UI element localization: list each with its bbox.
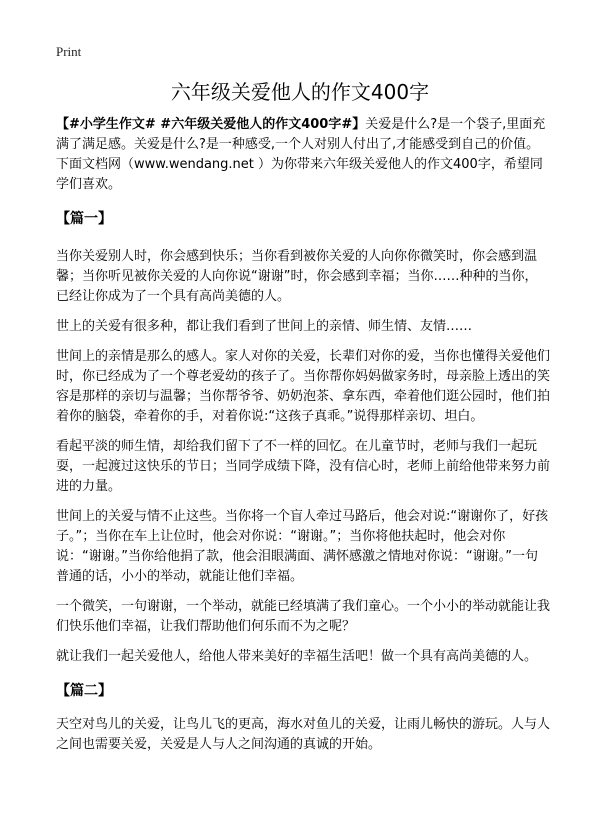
paragraph: 就让我们一起关爱他人，给他人带来美好的幸福生活吧！做一个具有高尚美德的人。 [56,649,538,664]
section-heading-2: 【篇二】 [56,683,112,699]
article-body [56,115,550,765]
intro-paragraph [56,115,550,195]
paragraph: 一个微笑，一句谢谢，一个举动，就能已经填满了我们童心。一个小小的举动就能让我们快乐他们幸福，让我们帮助他们何乐而不为之呢？ [56,599,551,634]
section-heading-1: 【篇一】 [56,211,112,227]
paragraph: 世间上的关爱与情不止这些。当你将一个盲人牵过马路后，他会对说:“谢谢你了，好孩子。”；当你在车上让位时，他会对你说：“谢谢。”；当你将他扶起时，他会对你说：“谢谢。”当你给他捐了款，他会泪眼满面、满怀感激之情地对你说：“谢谢。”一句普通的话，小小的举动，就能让他们幸福。 [56,509,549,584]
intro-tag: 【#小学生作文# #六年级关爱他人的作文400字#】 [56,117,366,132]
paragraph: 天空对鸟儿的关爱，让鸟儿飞的更高，海水对鱼儿的关爱，让雨儿畅快的游玩。人与人之间也需要关爱，关爱是人与人之间沟通的真诚的开始。 [56,717,551,752]
print-link[interactable]: Print [56,44,82,59]
paragraph: 世间上的亲情是那么的感人。家人对你的关爱，长辈们对你的爱，当你也懂得关爱他们时，你已经成为了一个尊老爱幼的孩子了。当你帮你妈妈做家务时，母亲脸上透出的笑容是那样的亲切与温馨；当你帮爷爷、奶奶泡茶、拿东西，牵着他们逛公园时，他们拍着你的脑袋，牵着你的手，对着你说:“这孩子真乖。”说得那样亲切、坦白。 [56,349,551,424]
page-title: 六年级关爱他人的作文400字 [170,80,430,104]
paragraph: 当你关爱别人时，你会感到快乐；当你看到被你关爱的人向你你微笑时，你会感到温馨；当你听见被你关爱的人向你说“谢谢”时，你会感到幸福；当你……种种的当你，已经让你成为了一个具有高尚美德的人。 [56,249,538,304]
paragraph: 世上的关爱有很多种，都让我们看到了世间上的亲情、师生情、友情…… [56,319,473,334]
paragraph: 看起平淡的师生情，却给我们留下了不一样的回忆。在儿童节时，老师与我们一起玩耍，一起渡过这快乐的节日；当同学成绩下降，没有信心时，老师上前给他带来努力前进的力量。 [56,439,551,494]
intro-text: 关爱是什么?是一个袋子,里面充满了满足感。关爱是什么?是一种感受,一个人对别人付出了,才能感受到自己的价值。下面文档网（www.wendang.net ）为你带来六年级关爱他人的作文400字，希望同学们喜欢。 [56,117,546,192]
